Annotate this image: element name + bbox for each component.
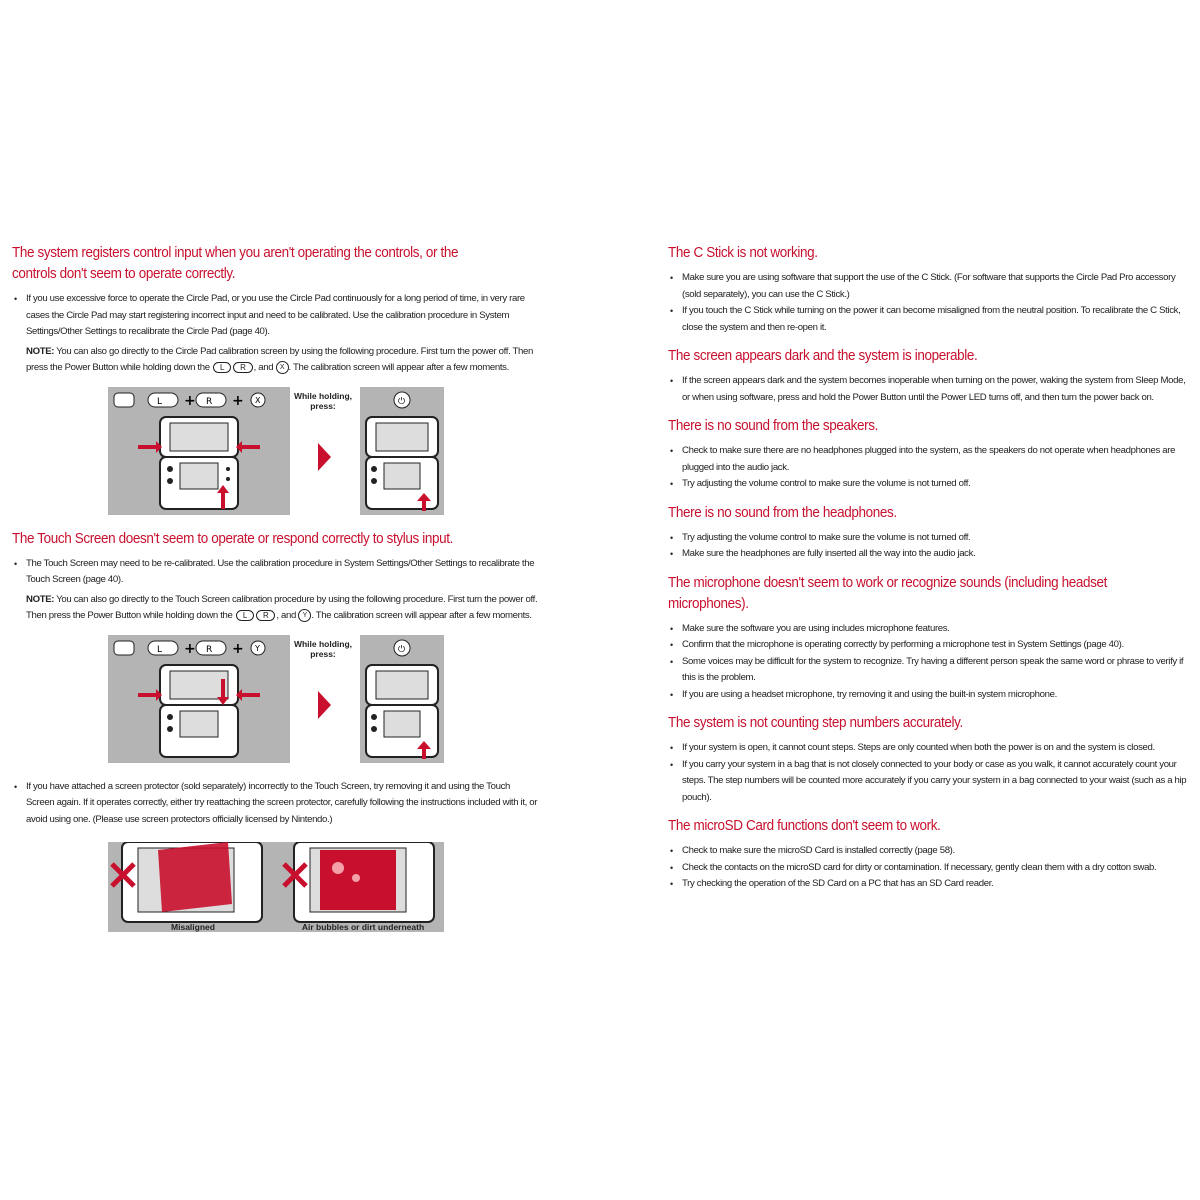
list-item: • Check to make sure the microSD Card is installed correctly (page 58). <box>682 843 1193 860</box>
list-item: • If you are using a headset microphone, try removing it and using the built-in system microphone. <box>682 687 1193 704</box>
note-text: You can also go directly to the Touch Screen calibration procedure by using the following procedure. First turn the power off. Then press the Power Button while holding down the <box>26 593 538 621</box>
svg-text:R: R <box>206 396 213 407</box>
while-holding-label: While holding, press: <box>293 390 353 411</box>
note-label: NOTE: <box>26 593 55 605</box>
3ds-hold-buttons-illustration <box>108 635 290 763</box>
list-item: • If you use excessive force to operate the Circle Pad, or you use the Circle Pad continuously for a long period of time, in very rare cases the Circle Pad may start registering incorrect input and need to be calibrated. Use the calibration procedure in System Settings/Other Settings to recalibrate the Circle Pad (page 40). <box>26 291 540 341</box>
list-item: • Make sure the software you are using includes microphone features. <box>682 621 1193 638</box>
list-item: • The Touch Screen may need to be re-calibrated. Use the calibration procedure in System Settings/Other Settings to recalibrate the Touch Screen (page 40). <box>26 556 540 589</box>
svg-text:⏻: ⏻ <box>398 644 406 655</box>
bullet-list <box>12 779 540 829</box>
svg-text:L: L <box>157 396 163 407</box>
list-item: • If you carry your system in a bag that is not closely connected to your body or case as you walk, it cannot accurately count your steps. The step numbers will be counted more accurately if you carry your system in a bag connected to your waist (such as a hip pouch). <box>682 757 1193 807</box>
svg-text:Y: Y <box>255 643 260 653</box>
right-column <box>668 243 1193 903</box>
next-step-arrow-icon <box>318 443 331 471</box>
note-text: The calibration screen will appear after a few moments. <box>315 610 532 621</box>
svg-text:L: L <box>157 644 163 655</box>
bullet-list <box>668 443 1193 493</box>
list-item: • If the screen appears dark and the system becomes inoperable when turning on the power, waking the system from Sleep Mode, or when using software, press and hold the Power Button until the Power LED turns off, and then turn the power back on. <box>682 373 1193 406</box>
l-button-icon: L <box>213 362 231 373</box>
troubleshooting-section <box>668 573 1193 704</box>
section-title: The microSD Card functions don't seem to work. <box>668 818 941 834</box>
list-item: • Some voices may be difficult for the system to recognize. Try having a different person speak the same word or phrase to verify if this is the problem. <box>682 654 1193 687</box>
l-button-icon: L <box>236 610 254 621</box>
troubleshooting-section <box>668 243 1193 336</box>
svg-text:⏻: ⏻ <box>398 396 406 407</box>
while-holding-label: While holding, press: <box>293 638 353 659</box>
svg-text:+: + <box>232 392 244 409</box>
3ds-power-button-illustration <box>360 635 444 763</box>
section-title: The system is not counting step numbers accurately. <box>668 715 963 731</box>
note-text: The calibration screen will appear after a few moments. <box>293 362 509 373</box>
troubleshooting-sections <box>668 243 1193 893</box>
svg-text:X: X <box>255 395 261 405</box>
list-item: • If your system is open, it cannot count steps. Steps are only counted when both the power is on and the system is closed. <box>682 740 1193 757</box>
troubleshooting-section <box>668 713 1193 806</box>
x-button-icon: X <box>276 361 289 374</box>
note-text: and <box>258 362 274 373</box>
troubleshooting-section <box>668 816 1193 893</box>
figure-panel <box>108 635 290 763</box>
r-button-icon: R <box>233 362 252 373</box>
list-item: • Check the contacts on the microSD card for dirty or contamination. If necessary, gently clean them with a dry cotton swab. <box>682 860 1193 877</box>
svg-text:+: + <box>232 640 244 657</box>
list-item: • Make sure you are using software that support the use of the C Stick. (For software that supports the Circle Pad Pro accessory (sold separately), you can use the C Stick.) <box>682 270 1193 303</box>
screen-protector-illustration <box>108 842 444 932</box>
bullet-list <box>12 556 540 589</box>
list-item: • Check to make sure there are no headphones plugged into the system, as the speakers do not operate when headphones are plugged into the audio jack. <box>682 443 1193 476</box>
list-item: • If you have attached a screen protector (sold separately) incorrectly to the Touch Screen, try removing it and using the Touch Screen again. If it operates correctly, either try reattaching the screen protector, carefully following the instructions included with it, or avoid using one. (Please use screen protectors officially licensed by Nintendo.) <box>26 779 540 829</box>
misaligned-caption: Misaligned <box>171 922 215 932</box>
troubleshooting-section <box>668 416 1193 493</box>
svg-text:+: + <box>184 392 196 409</box>
bullet-list <box>668 373 1193 406</box>
circle-pad-calibration-figure <box>108 387 444 515</box>
figure-panel <box>108 842 444 932</box>
note-label: NOTE: <box>26 345 55 357</box>
section-title: There is no sound from the headphones. <box>668 504 897 521</box>
note-paragraph: NOTE: You can also go directly to the Circle Pad calibration screen by using the following procedure. First turn the power off. Then press the Power Button while holding down the L R , and X . The calibration screen will appear after a few moments. <box>26 345 534 373</box>
next-step-arrow-icon <box>318 691 331 719</box>
section-title: The screen appears dark and the system is inoperable. <box>668 348 978 364</box>
section-title: There is no sound from the speakers. <box>668 418 878 434</box>
y-button-icon: Y <box>298 609 311 622</box>
section-title: The microphone doesn't seem to work or recognize sounds (including headset microphones). <box>668 574 1108 612</box>
list-item: • Make sure the headphones are fully inserted all the way into the audio jack. <box>682 546 1193 563</box>
list-item: • Try adjusting the volume control to make sure the volume is not turned off. <box>682 530 1193 547</box>
note-text: and <box>281 610 296 621</box>
note-paragraph: NOTE: You can also go directly to the Touch Screen calibration procedure by using the following procedure. First turn the power off. Then press the Power Button while holding down the L R , and Y . The calibration screen will appear after a few moments. <box>26 593 538 621</box>
troubleshooting-section <box>668 346 1193 406</box>
touch-screen-calibration-figure <box>108 635 444 763</box>
list-item: • Confirm that the microphone is operating correctly by performing a microphone test in System Settings (page 40). <box>682 637 1193 654</box>
list-item: • If you touch the C Stick while turning on the power it can become misaligned from the neutral position. To recalibrate the C Stick, close the system and then re-open it. <box>682 303 1193 336</box>
list-item: • Try adjusting the volume control to make sure the volume is not turned off. <box>682 476 1193 493</box>
bullet-list <box>668 740 1193 806</box>
section-title: The C Stick is not working. <box>668 245 818 261</box>
figure-panel <box>360 387 444 515</box>
bullet-list <box>668 843 1193 893</box>
svg-text:+: + <box>184 640 196 657</box>
bullet-list <box>668 621 1193 704</box>
bullet-list <box>668 530 1193 563</box>
figure-panel <box>360 635 444 763</box>
note-text: You can also go directly to the Circle Pad calibration screen by using the following procedure. First turn the power off. Then press the Power Button while holding down the <box>26 345 534 373</box>
left-column <box>12 243 540 932</box>
section-title-control-input: The system registers control input when you aren't operating the controls, or the controls don't seem to operate correctly. <box>12 245 459 282</box>
section-title-touch-screen: The Touch Screen doesn't seem to operate or respond correctly to stylus input. <box>12 530 454 547</box>
svg-text:R: R <box>206 644 213 655</box>
screen-protector-figure <box>108 842 444 932</box>
air-bubbles-caption: Air bubbles or dirt underneath <box>301 922 425 932</box>
bullet-list <box>12 291 540 341</box>
r-button-icon: R <box>256 610 275 621</box>
figure-panel <box>108 387 290 515</box>
list-item: • Try checking the operation of the SD Card on a PC that has an SD Card reader. <box>682 876 1193 893</box>
3ds-hold-buttons-illustration <box>108 387 290 515</box>
bullet-list <box>668 270 1193 336</box>
troubleshooting-section <box>668 503 1193 563</box>
3ds-power-button-illustration <box>360 387 444 515</box>
